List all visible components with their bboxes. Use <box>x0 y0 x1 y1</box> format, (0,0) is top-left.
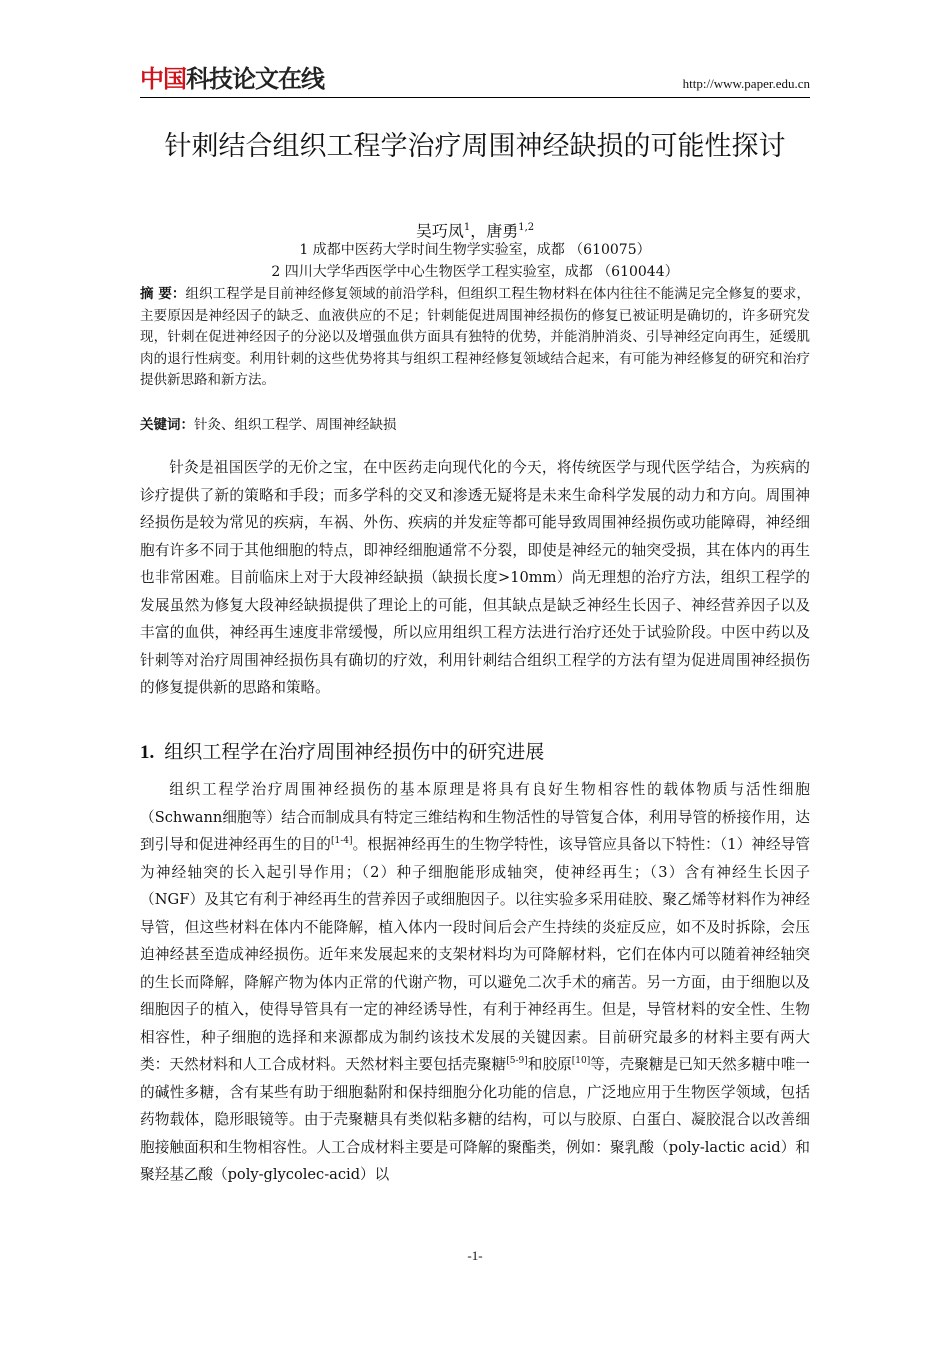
author-name: 吴巧凤 <box>415 221 464 241</box>
paragraph-text: 组织工程学治疗周围神经损伤的基本原理是将具有良好生物相容性的载体物质与活性细胞（Schwann细胞等）结合而制成具有特定三维结构和生物活性的导管复合体，利用导管的桥接作用，达到引导和促进神经再生的目的 <box>140 781 810 853</box>
keywords-text: 针灸、组织工程学、周围神经缺损 <box>194 417 397 433</box>
affiliation-1: 1 成都中医药大学时间生物学实验室，成都 （610075） <box>299 242 651 258</box>
author-affil-mark: 1 <box>463 222 471 233</box>
intro-paragraph: 针灸是祖国医学的无价之宝，在中医药走向现代化的今天，将传统医学与现代医学结合，为疾病的诊疗提供了新的策略和手段；而多学科的交叉和渗透无疑将是未来生命科学发展的动力和方向。周围神经损伤是较为常见的疾病，车祸、外伤、疾病的并发症等都可能导致周围神经损伤或功能障碍，神经细胞有许多不同于其他细胞的特点，即神经细胞通常不分裂，即使是神经元的轴突受损，其在体内的再生也非常困难。目前临床上对于大段神经缺损（缺损长度>10mm）尚无理想的治疗方法，组织工程学的发展虽然为修复大段神经缺损提供了理论上的可能，但其缺点是缺乏神经生长因子、神经营养因子以及丰富的血供，神经再生速度非常缓慢，所以应用组织工程方法进行治疗还处于试验阶段。中医中药以及针刺等对治疗周围神经损伤具有确切的疗效，利用针刺结合组织工程学的方法有望为促进周围神经损伤的修复提供新的思路和策略。 <box>140 459 810 696</box>
journal-header <box>140 62 810 102</box>
journal-logo[interactable] <box>140 64 324 94</box>
abstract <box>140 284 810 392</box>
author-line <box>140 218 810 241</box>
affiliation-2: 2 四川大学华西医学中心生物医学工程实验室，成都 （610044） <box>271 264 679 280</box>
abstract-text: 组织工程学是目前神经修复领域的前沿学科，但组织工程生物材料在体内往往不能满足完全修复的要求，主要原因是神经因子的缺乏、血液供应的不足；针刺能促进周围神经损伤的修复已被证明是确切的，许多研究发现，针刺在促进神经因子的分泌以及增强血供方面具有独特的优势，并能消肿消炎、引导神经定向再生，延缓肌肉的退行性病变。利用针刺的这些优势将其与组织工程神经修复领域结合起来，有可能为神经修复的研究和治疗提供新思路和新方法。 <box>140 286 811 388</box>
page-number: -1- <box>467 1248 483 1263</box>
paragraph-text: 。根据神经再生的生物学特性，该导管应具备以下特性：（1）神经导管为神经轴突的长入起引导作用；（2）种子细胞能形成轴突，使神经再生；（3）含有神经生长因子（NGF）及其它有利于神经再生的营养因子或细胞因子。以往实验多采用硅胶、聚乙烯等材料作为神经导管，但这些材料在体内不能降解，植入体内一段时间后会产生持续的炎症反应，如不及时拆除，会压迫神经甚至造成神经损伤。近年来发展起来的支架材料均为可降解材料，它们在体内可以随着神经轴突的生长而降解，降解产物为体内正常的代谢产物，可以避免二次手术的痛苦。另一方面，由于细胞以及细胞因子的植入，使得导管具有一定的神经诱导性，有利于神经再生。但是，导管材料的安全性、生物相容性，种子细胞的选择和来源都成为制约该技术发展的关键因素。目前研究最多的材料主要有两大类：天然材料和人工合成材料。天然材料主要包括壳聚糖 <box>140 836 810 1073</box>
section-number: 1. <box>140 742 155 763</box>
author-affil-mark: 1,2 <box>518 222 535 233</box>
keywords-label: 关键词： <box>140 417 194 433</box>
journal-url[interactable]: http://www.paper.edu.cn <box>682 76 810 91</box>
citation-ref[interactable]: [1-4] <box>330 836 353 847</box>
citation-ref[interactable]: [5-9] <box>506 1056 528 1067</box>
section-title: 组织工程学在治疗周围神经损伤中的研究进展 <box>164 741 545 763</box>
author-name: 唐勇 <box>486 221 519 241</box>
logo-black-text: 科技论文在线 <box>186 65 324 93</box>
keywords <box>140 415 810 435</box>
author-separator: ， <box>470 221 487 241</box>
paragraph-text: 和胶原 <box>527 1056 572 1073</box>
citation-ref[interactable]: [10] <box>571 1056 591 1067</box>
logo-red-text: 中国 <box>140 65 186 93</box>
header-divider <box>140 97 810 98</box>
section-paragraph <box>140 776 810 1189</box>
abstract-label: 摘 要： <box>140 286 186 302</box>
section-heading <box>140 737 810 768</box>
paper-title: 针刺结合组织工程学治疗周围神经缺损的可能性探讨 <box>164 131 786 162</box>
paragraph-text: 等，壳聚糖是已知天然多糖中唯一的碱性多糖，含有某些有助于细胞黏附和保持细胞分化功能的信息，广泛地应用于生物医学领域，包括药物载体，隐形眼镜等。由于壳聚糖具有类似粘多糖的结构，可以与胶原、白蛋白、凝胶混合以改善细胞接触面积和生物相容性。人工合成材料主要是可降解的聚酯类，例如：聚乳酸（poly-lactic acid）和聚羟基乙酸（poly-glycolec-acid）以 <box>140 1056 810 1183</box>
